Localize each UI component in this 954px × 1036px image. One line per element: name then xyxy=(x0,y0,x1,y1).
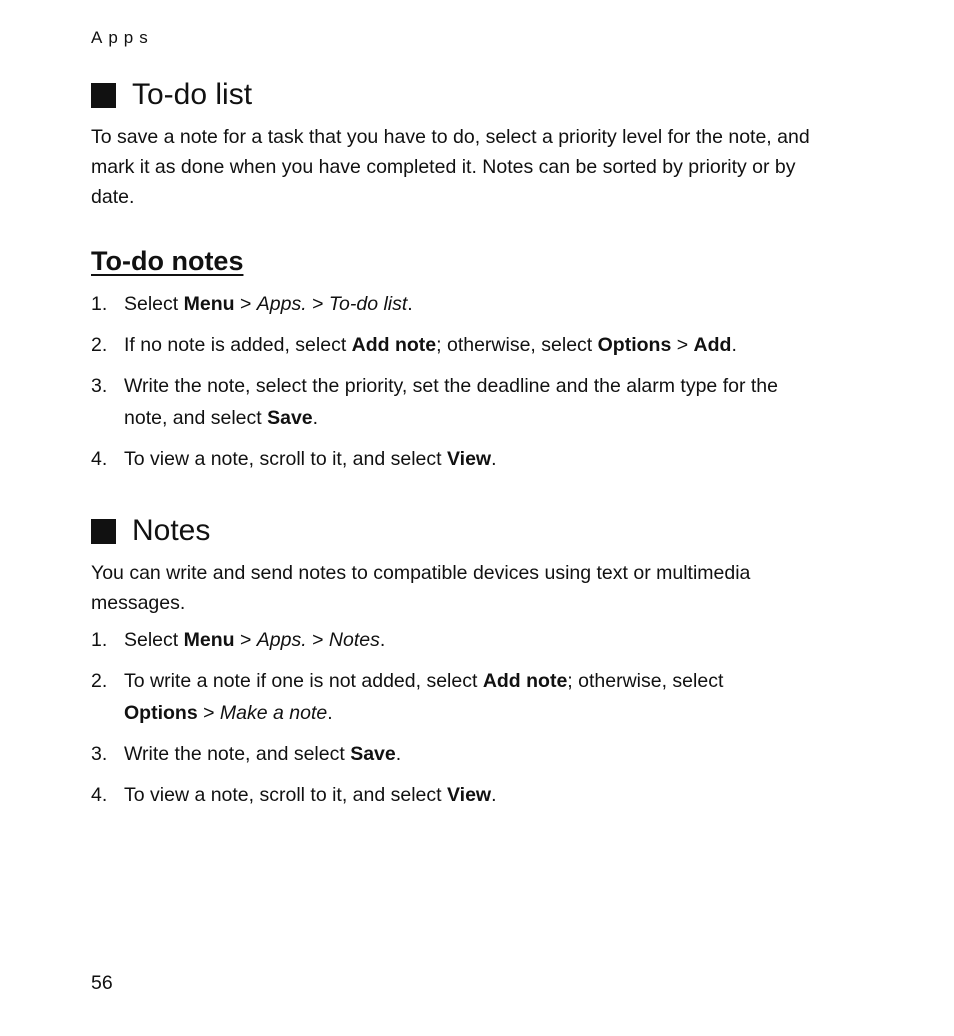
ui-term-bold: Menu xyxy=(183,293,235,315)
ui-term-bold: View xyxy=(447,784,492,806)
step-text-run: ; otherwise, select xyxy=(436,334,598,356)
step-text-run: . xyxy=(395,743,402,765)
step-text xyxy=(124,329,851,361)
section-square-icon xyxy=(91,519,116,544)
step-text-run: > xyxy=(671,334,694,356)
step-number: 1. xyxy=(91,293,108,315)
todo-intro-paragraph: To save a note for a task that you have to do, select a priority level for the note, and mark it as done when you have completed it. Notes can be sorted by priority or by date. xyxy=(91,126,810,208)
ui-term-bold: Save xyxy=(350,743,396,765)
ui-term-bold: Save xyxy=(267,407,313,429)
step-number: 3. xyxy=(91,375,108,397)
step-text xyxy=(124,624,851,656)
step-text-run: Write the note, select the priority, set the deadline and the alarm type for the note, and select xyxy=(124,375,778,429)
step-text-run: . xyxy=(407,293,413,315)
step-text-run: To view a note, scroll to it, and select xyxy=(124,784,447,806)
step-text-run: Write the note, and select xyxy=(124,743,351,765)
ui-term-bold: Menu xyxy=(183,629,235,651)
section-square-icon xyxy=(91,83,116,108)
step-text xyxy=(124,665,764,729)
todo-step-2 xyxy=(91,329,851,361)
ui-term-bold: Add note xyxy=(351,334,437,356)
notes-step-4 xyxy=(91,779,851,811)
ui-term-italic: To-do list xyxy=(328,293,408,315)
running-header: Apps xyxy=(91,28,154,47)
notes-step-3 xyxy=(91,738,851,770)
step-text-run: . xyxy=(312,407,319,429)
step-text-run: . xyxy=(491,784,497,806)
notes-step-1 xyxy=(91,624,851,656)
step-text-run: > xyxy=(306,629,329,651)
step-text-run: If no note is added, select xyxy=(124,334,352,356)
step-text-run: . xyxy=(731,334,737,356)
step-text xyxy=(124,779,851,811)
ui-term-bold: Add note xyxy=(482,670,568,692)
step-text-run: . xyxy=(379,629,386,651)
ui-term-bold: Options xyxy=(124,702,198,724)
notes-intro-paragraph: You can write and send notes to compatible devices using text or multimedia messages. xyxy=(91,562,751,614)
step-text xyxy=(124,738,851,770)
ui-term-italic: Notes xyxy=(328,629,380,651)
step-text-run: . xyxy=(491,448,497,470)
ui-term-italic: Apps. xyxy=(256,629,307,651)
step-text-run: > xyxy=(306,293,329,315)
section-title-text: Notes xyxy=(132,514,211,547)
ui-term-bold: Add xyxy=(693,334,732,356)
step-text xyxy=(124,443,851,475)
step-text-run: . xyxy=(327,702,333,724)
page-number: 56 xyxy=(91,972,113,994)
step-text-run: > xyxy=(234,629,257,651)
step-number: 3. xyxy=(91,743,108,765)
step-text-run: Select xyxy=(124,293,184,315)
step-text-run: Select xyxy=(124,629,184,651)
step-text-run: ; otherwise, select xyxy=(567,670,724,692)
step-number: 4. xyxy=(91,784,108,806)
step-text xyxy=(124,288,851,320)
todo-step-3 xyxy=(91,370,851,434)
step-text-run: To view a note, scroll to it, and select xyxy=(124,448,447,470)
ui-term-bold: Options xyxy=(597,334,672,356)
step-number: 1. xyxy=(91,629,108,651)
section-title-text: To-do list xyxy=(132,78,253,111)
section-title-todo-list xyxy=(91,80,252,110)
section-title-notes xyxy=(91,516,210,546)
step-text xyxy=(124,370,824,434)
step-number: 2. xyxy=(91,670,108,692)
step-number: 4. xyxy=(91,448,108,470)
todo-step-4 xyxy=(91,443,851,475)
todo-step-1 xyxy=(91,288,851,320)
step-number: 2. xyxy=(91,334,108,356)
subsection-title-todo-notes: To-do notes xyxy=(91,246,244,276)
ui-term-italic: Apps. xyxy=(256,293,307,315)
step-text-run: To write a note if one is not added, select xyxy=(124,670,483,692)
notes-step-2 xyxy=(91,665,851,729)
step-text-run: > xyxy=(197,702,220,724)
ui-term-italic: Make a note xyxy=(219,702,328,724)
ui-term-bold: View xyxy=(447,448,492,470)
step-text-run: > xyxy=(234,293,257,315)
